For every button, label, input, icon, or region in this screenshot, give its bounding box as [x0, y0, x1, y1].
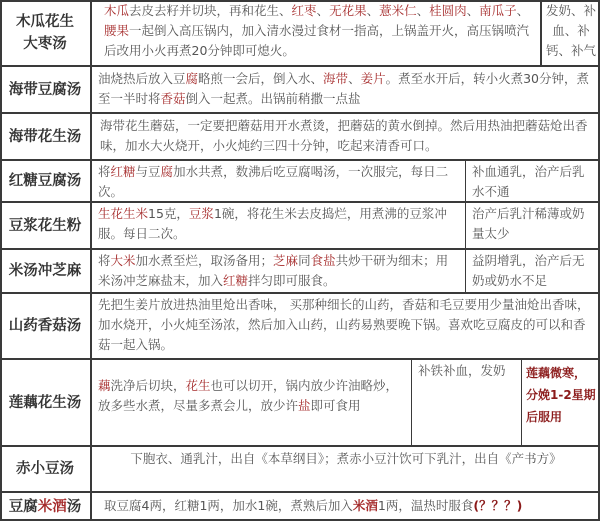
recipe-name-text: 豆腐 [8, 499, 38, 515]
table-row [0, 203, 600, 250]
recipe-name [0, 67, 92, 112]
ingredient-highlight: 大米 [110, 253, 136, 268]
table-row [0, 360, 600, 447]
table-row [0, 161, 600, 203]
recipe-name [0, 114, 92, 159]
effect-text: 益阴增乳，治产后无奶或奶水不足 [472, 253, 585, 288]
question-marks: (？？？) [473, 498, 523, 513]
text: 1碗，将花生米去皮捣烂，用煮沸的豆浆冲服。每日二次。 [98, 206, 447, 241]
text: 一起倒入高压锅内，加入清水漫过食材一指高，上锅盖开火，高压锅喷汽后改用小火再煮20分钟即可熄火。 [104, 23, 530, 58]
effect-text: 补铁补血，发奶 [418, 363, 506, 378]
ingredient-highlight: 腐 [185, 71, 199, 86]
ingredient-highlight: 桂圆肉 [429, 3, 467, 18]
text: 同 [298, 253, 311, 268]
recipe-caution-note [522, 360, 600, 445]
ingredient-highlight: 豆浆 [188, 206, 214, 221]
text: 加水煮至烂，取汤备用； [135, 253, 274, 268]
text: 与豆 [135, 164, 161, 179]
text: 先把生姜片放进热油里炝出香味， 买那种细长的山药，香菇和毛豆要用少量油炝出香味，加水烧开，小火炖至汤浓，然后加入山药，山药易熟要晚下锅。喜欢吃豆腐皮的可以和香菇一起入锅。 [98, 297, 590, 352]
recipe-name [0, 294, 92, 358]
table-row [0, 250, 600, 294]
text: 下胞衣、通乳汁，出自《本草纲目》；煮赤小豆汁饮可下乳汁，出自《产书方》 [130, 451, 562, 466]
ingredient-highlight: 花生 [185, 378, 211, 393]
text: 。煮至水开后，转小火煮30分钟，煮至一半时将 [98, 71, 590, 106]
ingredient-highlight: 香菇 [160, 91, 186, 106]
text: 略煎一会后，倒入水、 [198, 71, 324, 86]
ingredient-highlight: 腰果 [104, 23, 130, 38]
recipe-name [0, 360, 92, 445]
recipe-effect [542, 0, 600, 65]
recipe-name [0, 161, 92, 201]
text: 15克， [148, 206, 189, 221]
ingredient-highlight: 海带 [323, 71, 349, 86]
recipe-name [0, 0, 92, 65]
text: 、 [348, 71, 361, 86]
recipe-description [92, 447, 600, 491]
text: 拌匀即可服食。 [248, 273, 336, 288]
recipe-description [92, 114, 600, 159]
recipe-name-text: 莲藕花生汤 [8, 394, 82, 411]
ingredient-highlight: 无花果 [329, 3, 367, 18]
recipe-name-text: 海带豆腐汤 [8, 81, 82, 98]
text: 洗净后切块， [110, 378, 186, 393]
recipe-name-text: 米汤冲芝麻 [8, 263, 82, 279]
text: 加水共煮，数沸后吃豆腐喝汤，一次服完，每日二次。 [98, 164, 449, 199]
recipe-description [92, 294, 600, 358]
text: 将 [98, 164, 111, 179]
text: 、 [366, 3, 380, 18]
text: 也可以切开，锅内放少许油略炒，放多些水煮，尽量多煮会儿，放少许 [98, 378, 399, 413]
table-row [0, 447, 600, 493]
text: 、 [416, 3, 430, 18]
recipe-name-highlight: 米酒 [37, 499, 67, 515]
recipe-description [92, 360, 412, 445]
table-row [0, 67, 600, 114]
recipe-name [0, 203, 92, 248]
ingredient-highlight: 腐 [160, 164, 174, 179]
recipe-name-text: 山药香菇汤 [8, 318, 82, 334]
ingredient-highlight: 木瓜 [104, 3, 130, 18]
table-row [0, 294, 600, 360]
text: 将 [98, 253, 111, 268]
text: 、 [516, 3, 530, 18]
ingredient-highlight: 芝麻 [273, 253, 299, 268]
table-row [0, 493, 600, 521]
text: 共炒干研为细末；用米汤冲芝麻盐末，加入 [98, 253, 449, 288]
text: 倒入一起煮。出锅前稍撒一点盐 [185, 91, 361, 106]
text: 即可食用 [310, 398, 361, 413]
ingredient-highlight: 食盐 [310, 253, 336, 268]
recipe-effect [412, 360, 522, 445]
ingredient-highlight: 红糖 [110, 164, 136, 179]
effect-text: 发奶、补血、补钙、补气 [545, 3, 596, 58]
recipe-effect [466, 203, 600, 248]
effect-text: 补血通乳，治产后乳水不通 [472, 164, 585, 199]
text: 油烧热后放入豆 [98, 71, 186, 86]
recipe-name-text: 汤 [66, 499, 82, 515]
ingredient-highlight: 红糖 [223, 273, 249, 288]
text: 取豆腐4两，红糖1两，加水1碗，煮熟后加入 [104, 498, 353, 513]
recipe-name-text: 赤小豆汤 [16, 461, 74, 477]
recipe-description [92, 250, 466, 292]
effect-text: 治产后乳汁稀薄或奶量太少 [472, 206, 585, 241]
recipe-description [92, 493, 600, 521]
recipe-name [0, 493, 92, 521]
text: 去皮去籽并切块，再和花生、 [129, 3, 292, 18]
recipe-effect [466, 161, 600, 201]
recipe-name-text: 豆浆花生粉 [8, 217, 82, 234]
table-row [0, 0, 600, 67]
ingredient-highlight: 姜片 [360, 71, 386, 86]
ingredient-highlight: 盐 [298, 398, 311, 413]
text: 1两，温热时服食 [377, 498, 474, 513]
ingredient-highlight: 生花生米 [98, 206, 149, 221]
recipe-effect [466, 250, 600, 292]
recipe-name-text: 木瓜花生大枣汤 [16, 13, 74, 52]
ingredient-highlight: 红枣 [291, 3, 317, 18]
ingredient-highlight: 米酒 [352, 498, 378, 513]
recipe-name-text: 红糖豆腐汤 [8, 173, 82, 189]
recipe-description [92, 203, 466, 248]
recipe-description [92, 67, 600, 112]
table-row [0, 114, 600, 161]
ingredient-highlight: 南瓜子 [479, 3, 517, 18]
text: 、 [316, 3, 330, 18]
ingredient-highlight: 薏米仁 [379, 3, 417, 18]
recipe-description [92, 161, 466, 201]
recipe-name [0, 250, 92, 292]
recipe-name-text: 海带花生汤 [8, 128, 82, 145]
text: 海带花生蘑菇，一定要把蘑菇用开水煮烫，把蘑菇的黄水倒掉。然后用热油把蘑菇炝出香味，加水大火烧开，小火炖约三四十分钟，吃起来清香可口。 [100, 118, 588, 153]
note-text: 莲藕微寒，分娩1-2星期后服用 [526, 366, 596, 424]
recipe-description [92, 0, 542, 65]
text: 、 [466, 3, 480, 18]
ingredient-highlight: 藕 [98, 378, 111, 393]
recipe-name [0, 447, 92, 491]
